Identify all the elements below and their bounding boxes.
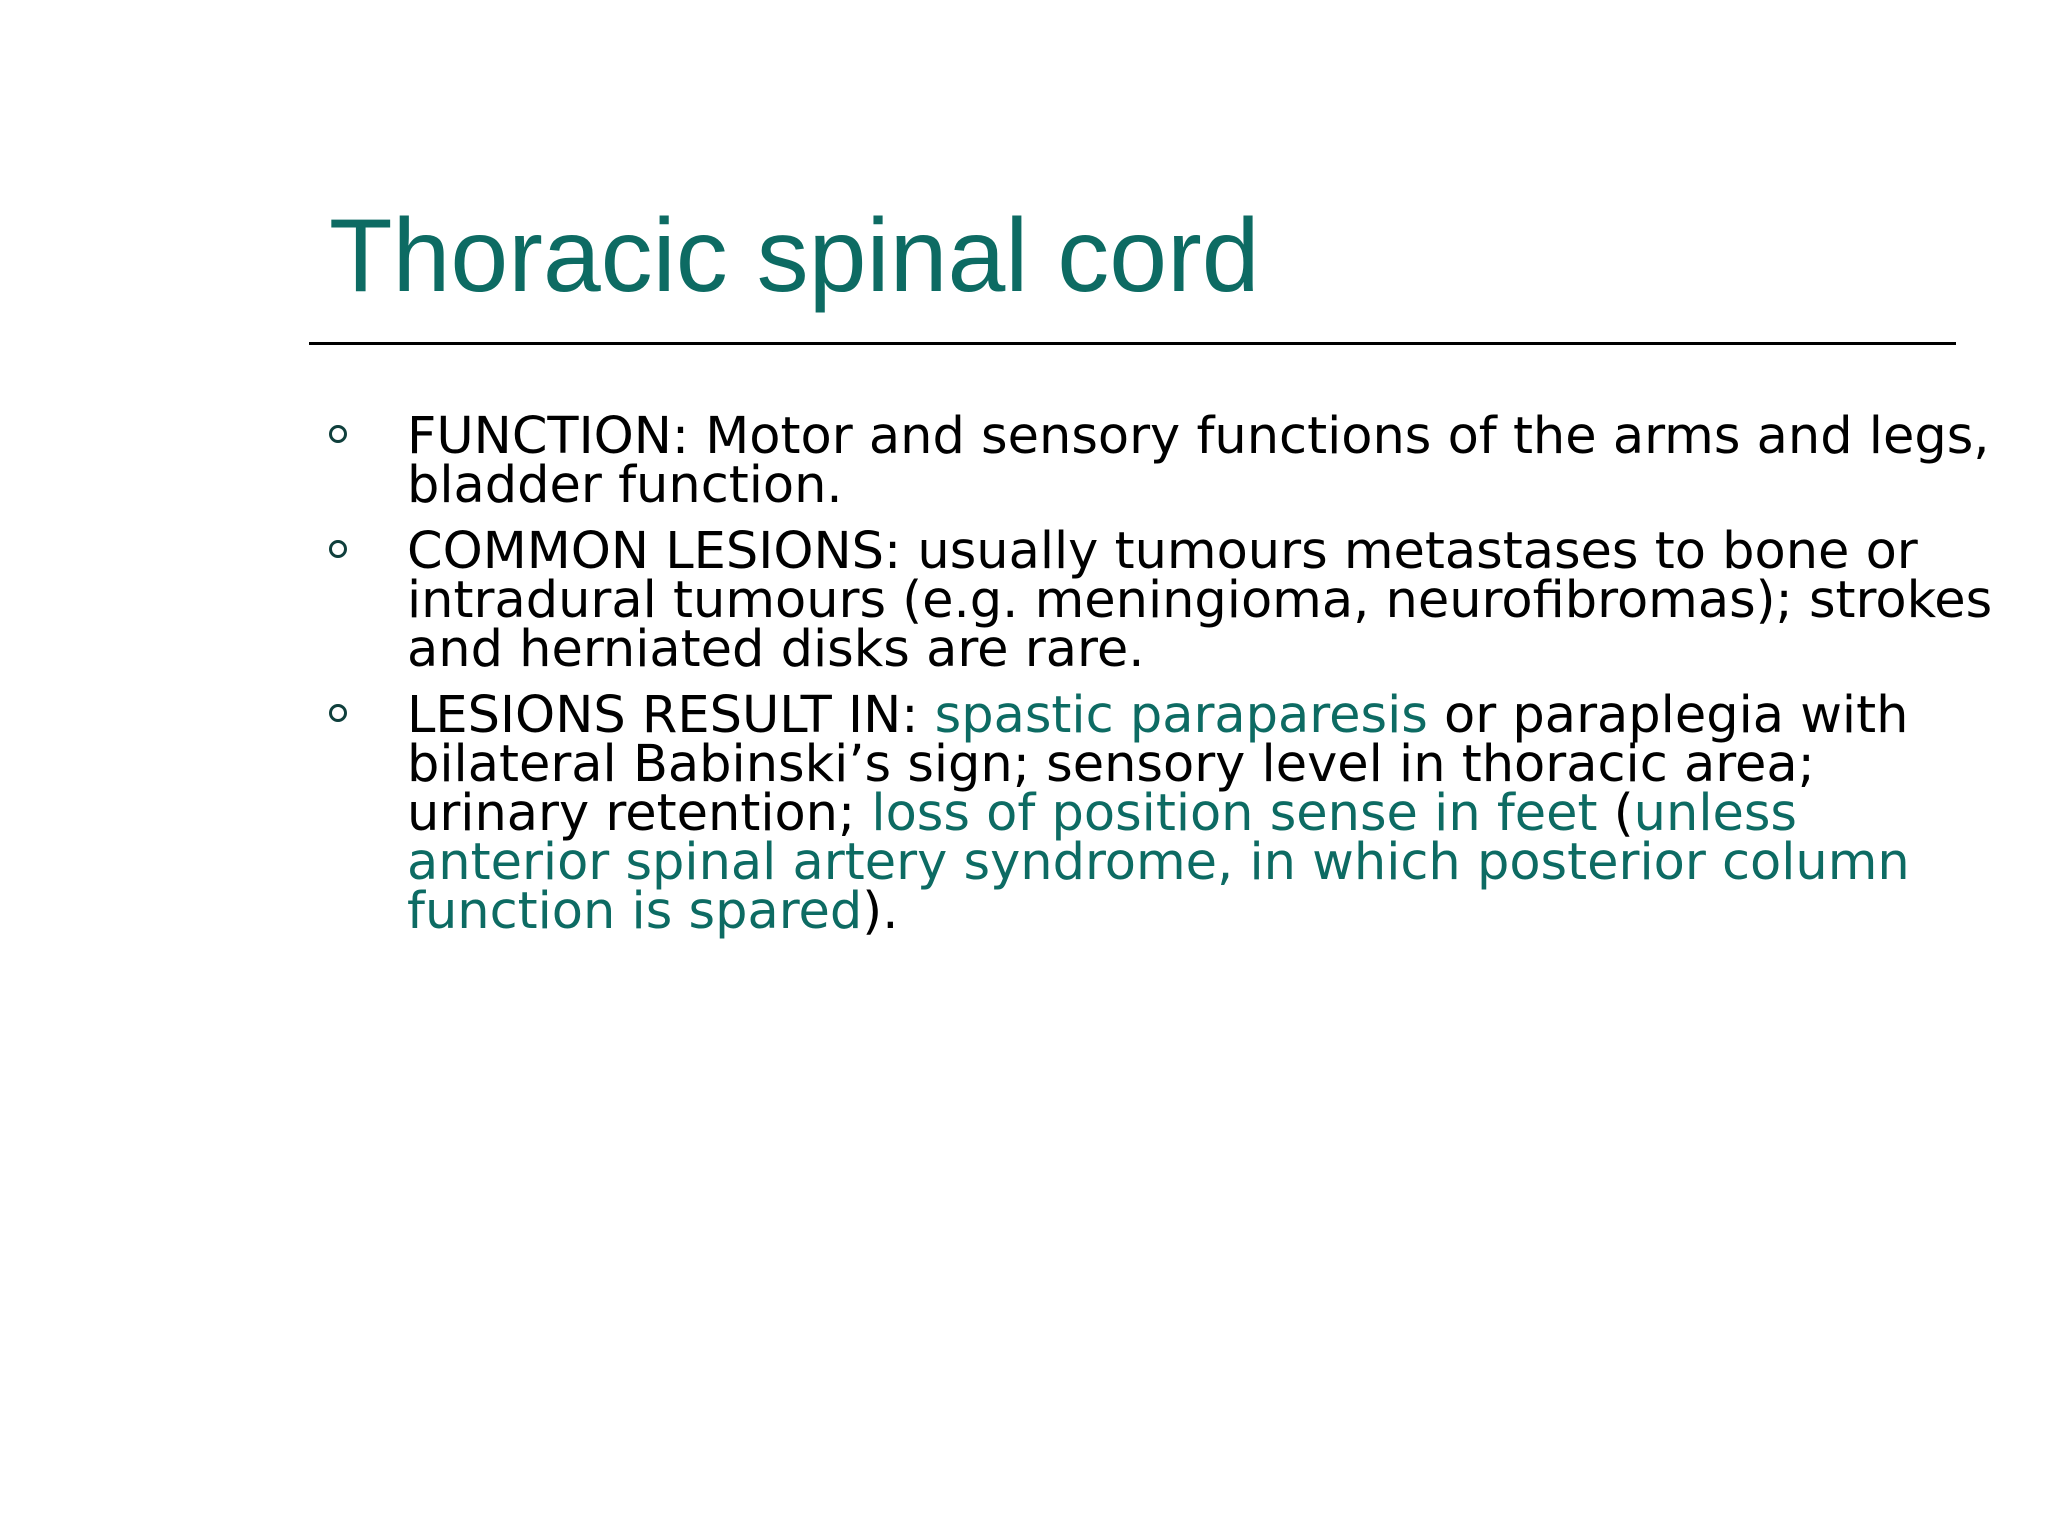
lesions-result-paren-open: ( bbox=[1597, 784, 1634, 843]
lesions-result-lead-text: LESIONS RESULT IN: bbox=[407, 686, 935, 745]
highlight-position-sense-loss: loss of position sense in feet bbox=[871, 784, 1598, 843]
lesions-result-middle-text: or paraplegia with bilateral Babinski’s sign; sensory level in thoracic area; urinary retention; bbox=[407, 686, 1909, 843]
title-divider bbox=[309, 342, 1956, 345]
bullet-list bbox=[327, 407, 1997, 953]
hollow-circle-bullet-icon bbox=[329, 425, 347, 443]
bullet-lesions-result bbox=[327, 686, 1997, 941]
lesions-result-paren-close: ). bbox=[862, 882, 899, 941]
bullet-common-lesions-text: COMMON LESIONS: usually tumours metastases to bone or intradural tumours (e.g. meningioma, neurofibromas); strokes and herniated disks are rare. bbox=[407, 522, 1993, 679]
slide-title: Thoracic spinal cord bbox=[329, 198, 1260, 314]
hollow-circle-bullet-icon bbox=[329, 704, 347, 722]
highlight-spastic-paraparesis: spastic paraparesis bbox=[934, 686, 1428, 745]
highlight-anterior-spinal-artery-note: unless anterior spinal artery syndrome, in which posterior column function is spared bbox=[407, 784, 1910, 941]
hollow-circle-bullet-icon bbox=[329, 540, 347, 558]
bullet-common-lesions bbox=[327, 522, 1997, 679]
bullet-function-text: FUNCTION: Motor and sensory functions of the arms and legs, bladder function. bbox=[407, 407, 1990, 515]
bullet-function bbox=[327, 407, 1997, 515]
